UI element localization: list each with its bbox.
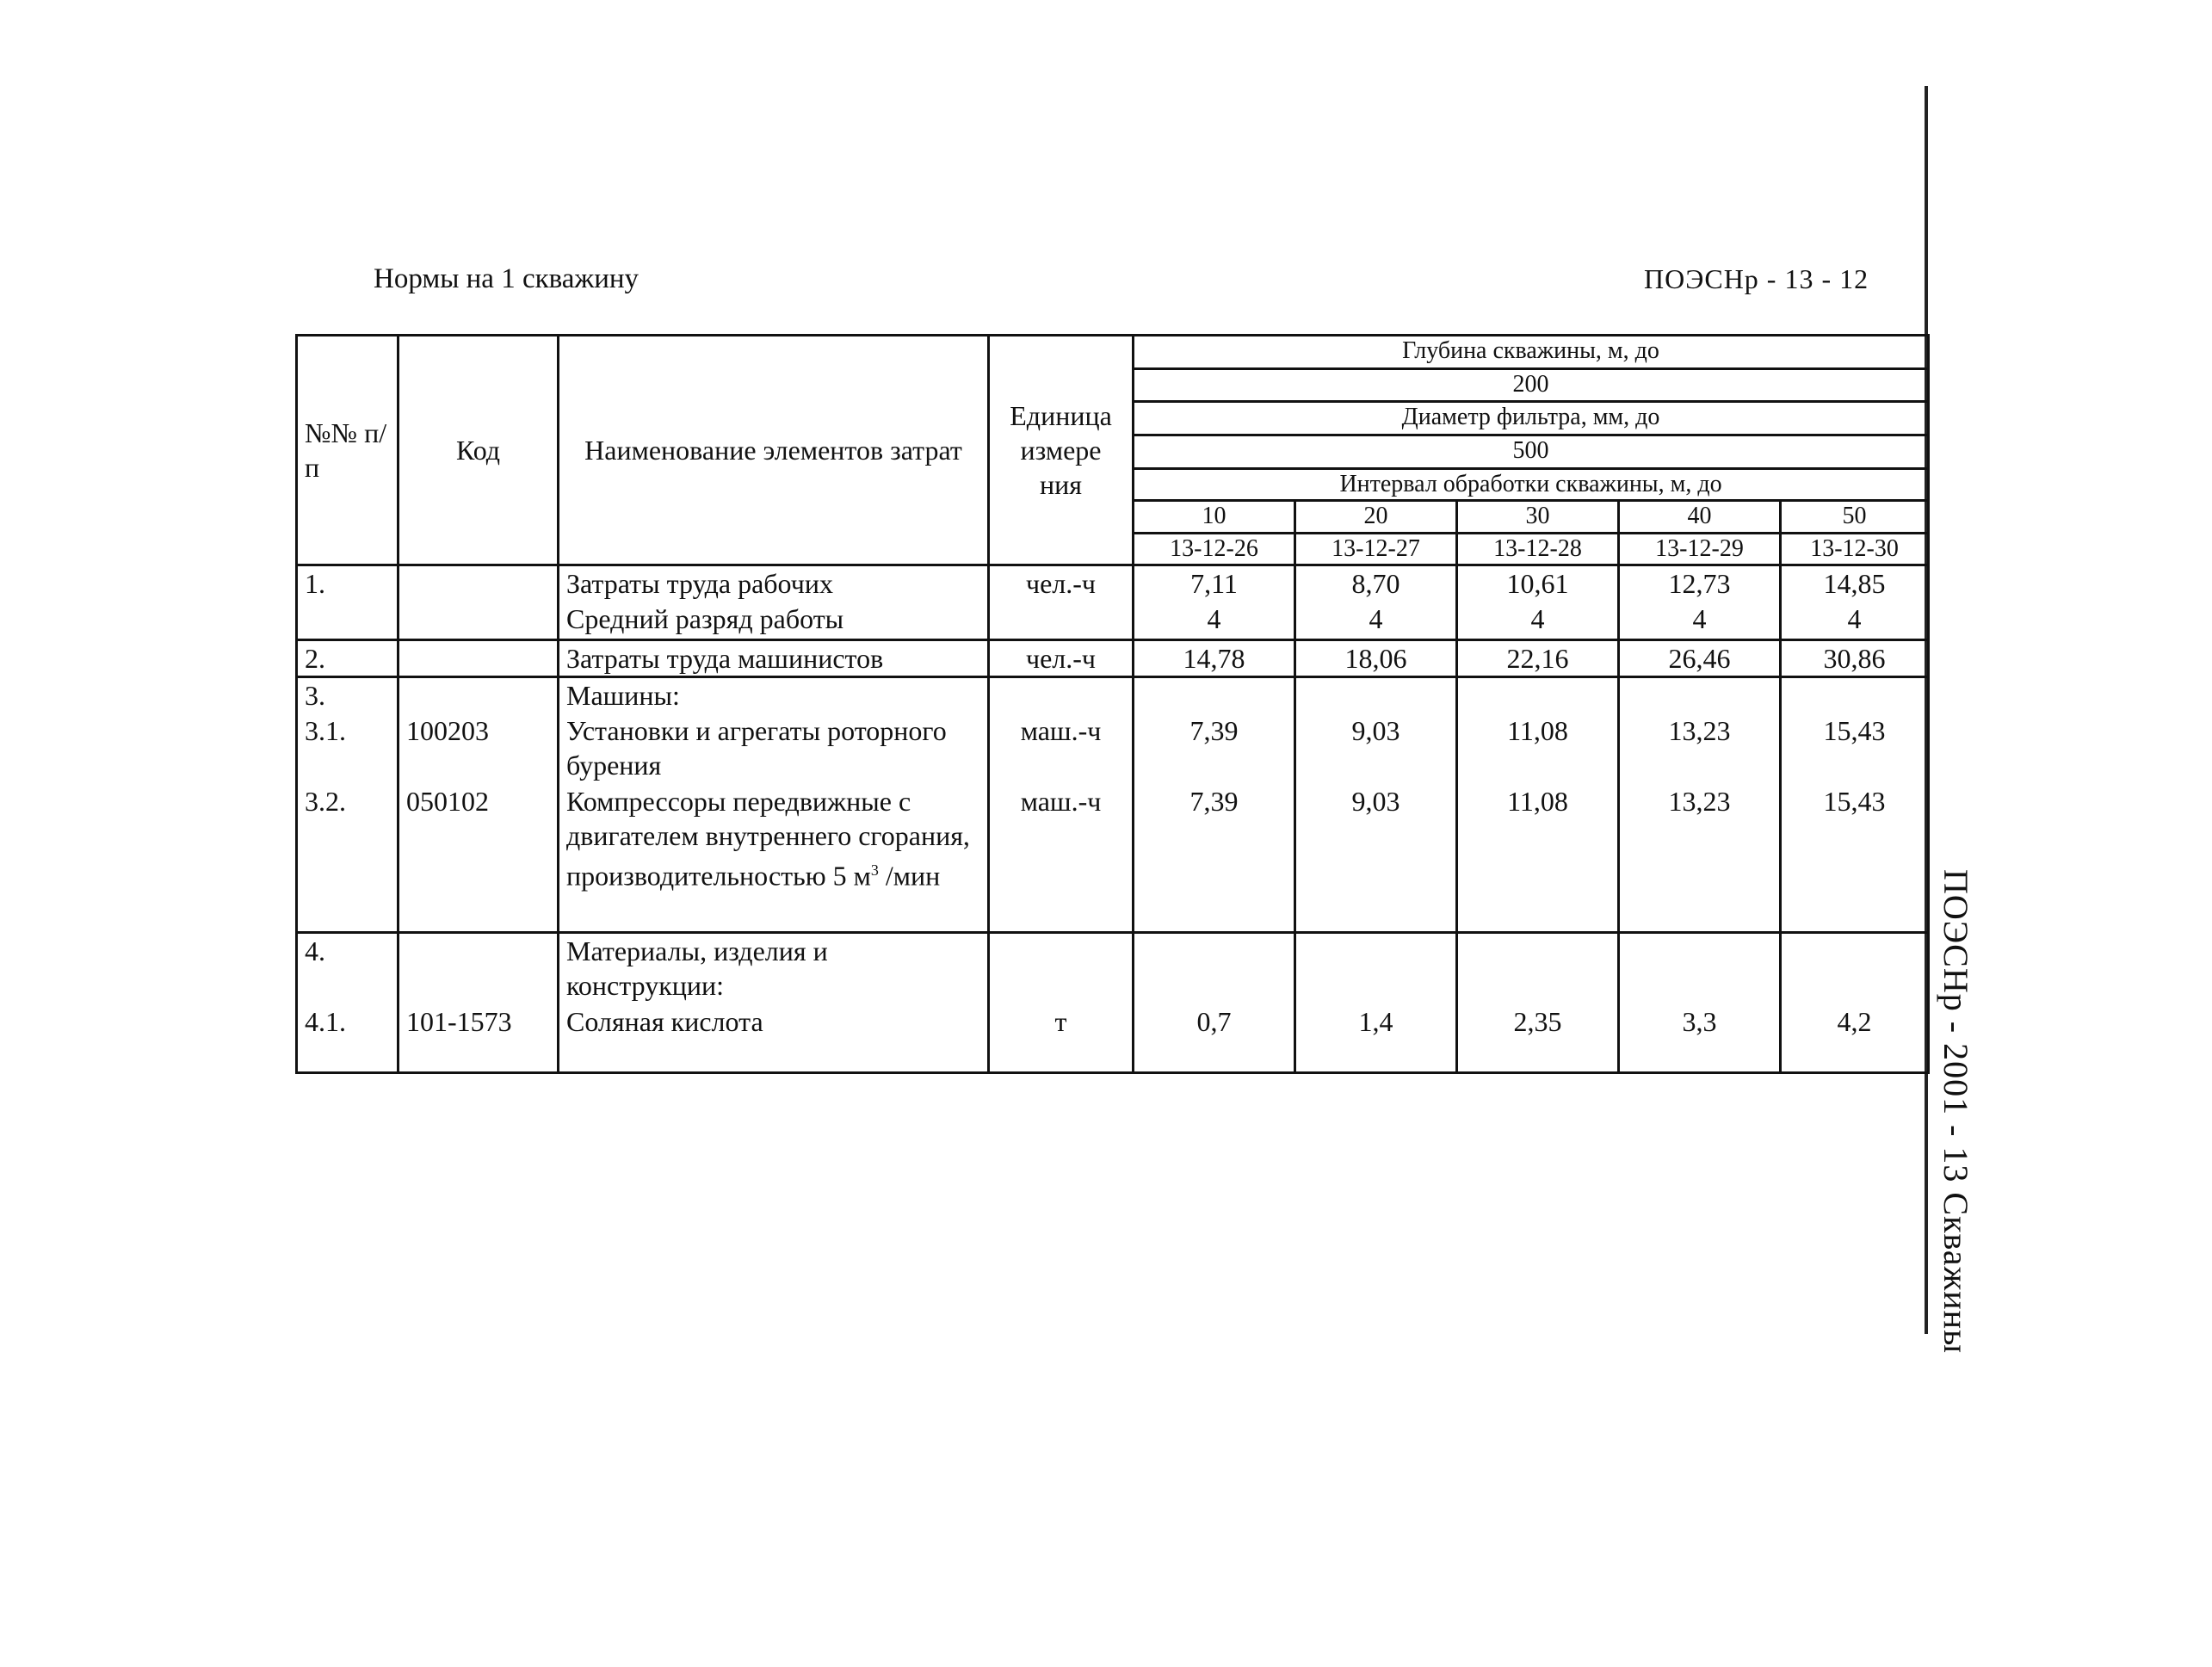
norms-caption: Нормы на 1 скважину	[374, 263, 640, 294]
value-cell: 7,39	[1189, 715, 1239, 747]
row-unit: маш.-ч	[1020, 786, 1102, 818]
interval-cell: 30	[1457, 501, 1619, 534]
norm-code-cell: 13-12-27	[1295, 533, 1457, 565]
col-header-num: №№ п/п	[297, 336, 399, 565]
col-header-code: Код	[399, 336, 559, 565]
value-cell: 4,2	[1837, 1006, 1872, 1038]
table-row	[297, 639, 1929, 677]
value-cell: 2,35	[1513, 1006, 1562, 1038]
row-name: Материалы, изделия и конструкции:	[566, 935, 828, 1002]
value-cell: 3,3	[1682, 1006, 1717, 1038]
row-num: 3.2.	[305, 786, 346, 818]
row-name: Затраты труда машинистов	[559, 639, 989, 677]
value-cell: 4	[1369, 603, 1383, 635]
row-unit: чел.-ч	[989, 639, 1134, 677]
value-cell: 12,73	[1668, 568, 1731, 600]
row-code: 101-1573	[406, 1006, 512, 1038]
interval-cell: 50	[1781, 501, 1929, 534]
row-code: 050102	[406, 786, 489, 818]
document-code: ПОЭСНр - 13 - 12	[1644, 263, 1869, 294]
value-cell: 9,03	[1351, 786, 1400, 818]
row-num: 3.1.	[305, 715, 346, 747]
norm-code-cell: 13-12-29	[1619, 533, 1781, 565]
value-cell: 15,43	[1823, 786, 1886, 818]
row-unit: чел.-ч	[1025, 568, 1096, 600]
depth-label: Глубина скважины, м, до	[1134, 336, 1929, 369]
value-cell: 14,85	[1823, 568, 1886, 600]
value-cell: 15,43	[1823, 715, 1886, 747]
value-cell: 8,70	[1351, 568, 1400, 600]
value-cell: 9,03	[1351, 715, 1400, 747]
row-unit: маш.-ч	[1020, 715, 1102, 747]
col-header-unit: Единица измере ния	[989, 336, 1134, 565]
value-cell: 7,39	[1189, 786, 1239, 818]
row-name: Машины:	[566, 680, 680, 712]
depth-value: 200	[1134, 368, 1929, 402]
value-cell: 10,61	[1506, 568, 1569, 600]
value-cell: 13,23	[1668, 786, 1731, 818]
value-cell: 4	[1207, 603, 1221, 635]
row-unit: т	[1054, 1006, 1067, 1038]
interval-cell: 10	[1134, 501, 1295, 534]
table-row	[297, 565, 1929, 639]
interval-cell: 20	[1295, 501, 1457, 534]
norm-code-cell: 13-12-26	[1134, 533, 1295, 565]
interval-label: Интервал обработки скважины, м, до	[1134, 468, 1929, 501]
row-name: Средний разряд работы	[566, 603, 844, 635]
norm-code-cell: 13-12-28	[1457, 533, 1619, 565]
row-code	[399, 639, 559, 677]
value-cell: 30,86	[1781, 639, 1929, 677]
row-code	[406, 566, 550, 602]
row-code: 100203	[406, 715, 489, 747]
norm-code-cell: 13-12-30	[1781, 533, 1929, 565]
value-cell: 7,11	[1190, 568, 1238, 600]
row-num: 4.1.	[305, 1006, 346, 1038]
value-cell: 4	[1530, 603, 1545, 635]
row-name: Установки и агрегаты роторного бурения	[566, 715, 947, 781]
row-num: 2.	[297, 639, 399, 677]
row-num: 1.	[305, 568, 325, 600]
value-cell: 11,08	[1507, 786, 1568, 818]
diameter-value: 500	[1134, 435, 1929, 468]
row-name: Соляная кислота	[566, 1006, 763, 1038]
row-name: Компрессоры передвижные с двигателем внутреннего сгорания, производительностью 5 $м^3$ /мин	[566, 786, 970, 892]
row-num: 3.	[305, 680, 325, 712]
value-cell: 13,23	[1668, 715, 1731, 747]
value-cell: 1,4	[1358, 1006, 1393, 1038]
value-cell: 11,08	[1507, 715, 1568, 747]
value-cell: 4	[1692, 603, 1707, 635]
row-num: 4.	[305, 935, 325, 967]
value-cell: 26,46	[1619, 639, 1781, 677]
value-cell: 18,06	[1295, 639, 1457, 677]
interval-cell: 40	[1619, 501, 1781, 534]
side-label: ПОЭСНр - 2001 - 13 Скважины	[1937, 869, 1975, 1354]
value-cell: 4	[1847, 603, 1862, 635]
col-header-name: Наименование элементов затрат	[559, 336, 989, 565]
table-row	[297, 677, 1929, 933]
value-cell: 22,16	[1457, 639, 1619, 677]
table-row	[297, 933, 1929, 1073]
diameter-label: Диаметр фильтра, мм, до	[1134, 402, 1929, 435]
value-cell: 14,78	[1134, 639, 1295, 677]
value-cell: 0,7	[1196, 1006, 1232, 1038]
norms-table	[295, 334, 1930, 1074]
row-name: Затраты труда рабочих	[566, 568, 833, 600]
